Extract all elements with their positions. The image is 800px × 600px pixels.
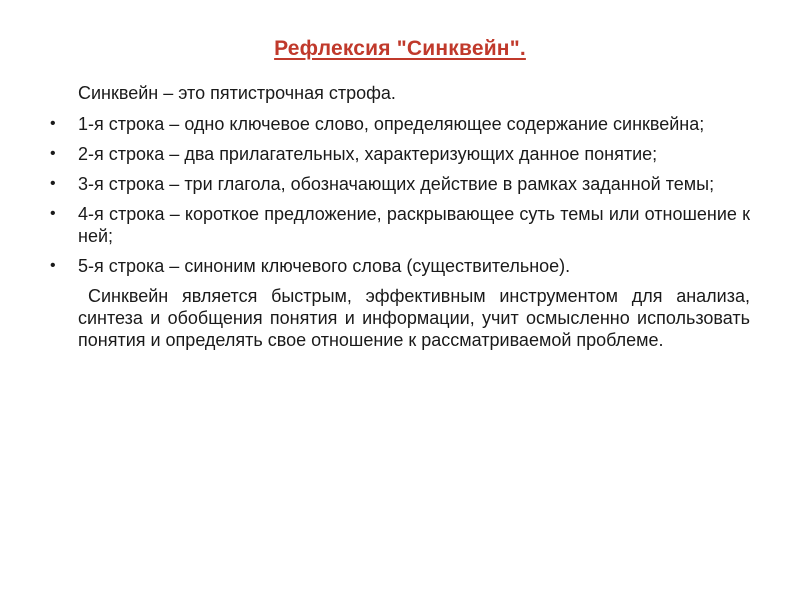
list-item: [50, 255, 750, 277]
list-item: [50, 203, 750, 247]
conclusion-text: Синквейн является быстрым, эффективным инструментом для анализа, синтеза и обобщения понятия и информации, учит осмысленно использовать понятия и определять свое отношение к рассматриваемой проблеме.: [78, 286, 750, 350]
bullet-list: [50, 113, 750, 277]
bullet-icon: •: [50, 257, 56, 274]
bullet-icon: •: [50, 115, 56, 132]
list-item-text: 5-я строка – синоним ключевого слова (существительное).: [78, 256, 571, 276]
slide-title: Рефлексия "Синквейн".: [274, 37, 526, 60]
list-item: [50, 173, 750, 195]
intro-text: Синквейн – это пятистрочная строфа.: [78, 83, 396, 103]
list-item-text: 4-я строка – короткое предложение, раскрывающее суть темы или отношение к ней;: [78, 204, 750, 246]
list-item: [50, 143, 750, 165]
list-item-text: 3-я строка – три глагола, обозначающих действие в рамках заданной темы;: [78, 174, 715, 194]
list-item-text: 1-я строка – одно ключевое слово, определяющее содержание синквейна;: [78, 114, 705, 134]
bullet-icon: •: [50, 205, 56, 222]
list-item: [50, 113, 750, 135]
list-item-text: 2-я строка – два прилагательных, характеризующих данное понятие;: [78, 144, 658, 164]
slide-content: [50, 82, 750, 351]
bullet-icon: •: [50, 145, 56, 162]
bullet-icon: •: [50, 175, 56, 192]
